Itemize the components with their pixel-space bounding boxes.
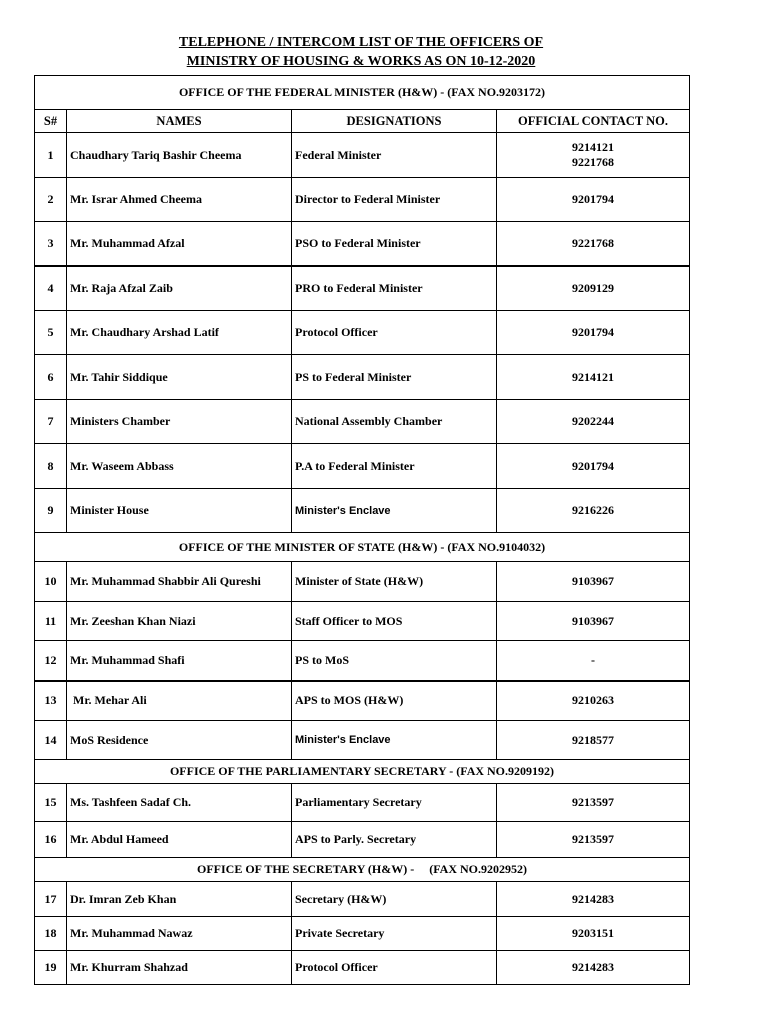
table-row [35, 489, 690, 533]
contact-table [34, 75, 690, 985]
contact-number: 9103967 [572, 574, 614, 588]
row-name: Mr. Chaudhary Arshad Latif [67, 311, 292, 355]
row-name: Mr. Mehar Ali [67, 681, 292, 721]
row-contact [497, 444, 690, 489]
header-contact: OFFICIAL CONTACT NO. [497, 110, 690, 133]
row-contact [497, 917, 690, 951]
row-sno: 11 [35, 602, 67, 641]
table-row [35, 178, 690, 222]
contact-number: 9103967 [572, 613, 614, 628]
contact-number: - [591, 652, 595, 667]
table-row [35, 562, 690, 602]
row-designation: Federal Minister [292, 133, 497, 178]
contact-number: 9201794 [572, 458, 614, 473]
header-names: NAMES [67, 110, 292, 133]
row-name: Mr. Tahir Siddique [67, 355, 292, 400]
row-designation: National Assembly Chamber [292, 400, 497, 444]
row-name: Mr. Muhammad Shafi [67, 641, 292, 681]
row-designation: Minister's Enclave [292, 489, 497, 533]
row-name: Mr. Waseem Abbass [67, 444, 292, 489]
row-name: Ministers Chamber [67, 400, 292, 444]
row-contact [497, 562, 690, 602]
row-designation: Minister of State (H&W) [292, 562, 497, 602]
row-contact [497, 822, 690, 858]
table-row [35, 951, 690, 985]
row-contact [497, 266, 690, 311]
row-name: Ms. Tashfeen Sadaf Ch. [67, 784, 292, 822]
table-row [35, 266, 690, 311]
table-row [35, 882, 690, 917]
contact-number: 9221768 [572, 155, 614, 169]
contact-number: 9203151 [572, 926, 614, 940]
row-sno: 15 [35, 784, 67, 822]
row-sno: 13 [35, 681, 67, 721]
row-designation: APS to Parly. Secretary [292, 822, 497, 858]
row-name: MoS Residence [67, 721, 292, 760]
row-name: Mr. Khurram Shahzad [67, 951, 292, 985]
contact-number: 9221768 [572, 235, 614, 250]
section-header-row [35, 76, 690, 110]
document-title [0, 33, 722, 71]
table-row [35, 822, 690, 858]
contact-table-body [35, 76, 690, 985]
row-designation: APS to MOS (H&W) [292, 681, 497, 721]
table-row [35, 400, 690, 444]
section-title: OFFICE OF THE SECRETARY (H&W) - (FAX NO.9202952) [35, 858, 690, 882]
contact-number: 9214283 [572, 960, 614, 974]
row-sno: 3 [35, 222, 67, 266]
row-contact [497, 355, 690, 400]
section-title: OFFICE OF THE MINISTER OF STATE (H&W) - (FAX NO.9104032) [35, 533, 690, 562]
row-designation: Protocol Officer [292, 311, 497, 355]
table-row [35, 602, 690, 641]
row-sno: 14 [35, 721, 67, 760]
row-designation: Protocol Officer [292, 951, 497, 985]
contact-number: 9213597 [572, 832, 614, 846]
section-title: OFFICE OF THE FEDERAL MINISTER (H&W) - (FAX NO.9203172) [35, 76, 690, 110]
row-designation: Private Secretary [292, 917, 497, 951]
row-sno: 17 [35, 882, 67, 917]
contact-number: 9214121 [572, 369, 614, 384]
row-contact [497, 311, 690, 355]
contact-number: 9209129 [572, 280, 614, 295]
row-sno: 18 [35, 917, 67, 951]
row-contact [497, 178, 690, 222]
table-row [35, 721, 690, 760]
row-designation: Secretary (H&W) [292, 882, 497, 917]
row-contact [497, 133, 690, 178]
row-contact [497, 489, 690, 533]
header-designations: DESIGNATIONS [292, 110, 497, 133]
section-header-row [35, 858, 690, 882]
table-row [35, 222, 690, 266]
row-name: Dr. Imran Zeb Khan [67, 882, 292, 917]
table-row [35, 444, 690, 489]
row-contact [497, 882, 690, 917]
row-name: Mr. Raja Afzal Zaib [67, 266, 292, 311]
table-row [35, 917, 690, 951]
row-sno: 19 [35, 951, 67, 985]
row-contact [497, 681, 690, 721]
row-name: Mr. Abdul Hameed [67, 822, 292, 858]
contact-number: 9214283 [572, 891, 614, 906]
table-row [35, 641, 690, 681]
row-name: Mr. Israr Ahmed Cheema [67, 178, 292, 222]
row-contact [497, 951, 690, 985]
row-name: Minister House [67, 489, 292, 533]
row-sno: 4 [35, 266, 67, 311]
table-row [35, 355, 690, 400]
row-contact [497, 721, 690, 760]
row-name: Mr. Muhammad Nawaz [67, 917, 292, 951]
table-row [35, 681, 690, 721]
row-sno: 9 [35, 489, 67, 533]
title-line-2: MINISTRY OF HOUSING & WORKS AS ON 10-12-2020 [186, 54, 536, 69]
contact-number: 9216226 [572, 503, 614, 517]
row-sno: 7 [35, 400, 67, 444]
section-header-row [35, 760, 690, 784]
section-header-row [35, 533, 690, 562]
row-sno: 10 [35, 562, 67, 602]
row-sno: 8 [35, 444, 67, 489]
contact-number: 9214121 [572, 140, 614, 154]
contact-number: 9218577 [572, 732, 614, 747]
row-designation: Parliamentary Secretary [292, 784, 497, 822]
row-designation: PSO to Federal Minister [292, 222, 497, 266]
contact-number: 9213597 [572, 795, 614, 809]
contact-number: 9202244 [572, 414, 614, 428]
row-name: Mr. Zeeshan Khan Niazi [67, 602, 292, 641]
row-contact [497, 641, 690, 681]
row-sno: 2 [35, 178, 67, 222]
table-row [35, 133, 690, 178]
row-contact [497, 784, 690, 822]
row-sno: 16 [35, 822, 67, 858]
row-designation: Minister's Enclave [292, 721, 497, 760]
row-name: Mr. Muhammad Afzal [67, 222, 292, 266]
row-designation: P.A to Federal Minister [292, 444, 497, 489]
section-title: OFFICE OF THE PARLIAMENTARY SECRETARY - (FAX NO.9209192) [35, 760, 690, 784]
row-designation: PRO to Federal Minister [292, 266, 497, 311]
row-sno: 6 [35, 355, 67, 400]
table-row [35, 784, 690, 822]
row-sno: 5 [35, 311, 67, 355]
row-designation: PS to Federal Minister [292, 355, 497, 400]
title-line-1: TELEPHONE / INTERCOM LIST OF THE OFFICERS OF [178, 35, 544, 50]
row-contact [497, 602, 690, 641]
contact-number: 9201794 [572, 325, 614, 339]
row-contact [497, 222, 690, 266]
row-designation: Director to Federal Minister [292, 178, 497, 222]
column-header-row [35, 110, 690, 133]
row-designation: PS to MoS [292, 641, 497, 681]
row-contact [497, 400, 690, 444]
row-name: Mr. Muhammad Shabbir Ali Qureshi [67, 562, 292, 602]
contact-number: 9210263 [572, 693, 614, 708]
row-sno: 1 [35, 133, 67, 178]
header-sno: S# [35, 110, 67, 133]
row-sno: 12 [35, 641, 67, 681]
row-designation: Staff Officer to MOS [292, 602, 497, 641]
contact-number: 9201794 [572, 192, 614, 206]
table-row [35, 311, 690, 355]
row-name: Chaudhary Tariq Bashir Cheema [67, 133, 292, 178]
